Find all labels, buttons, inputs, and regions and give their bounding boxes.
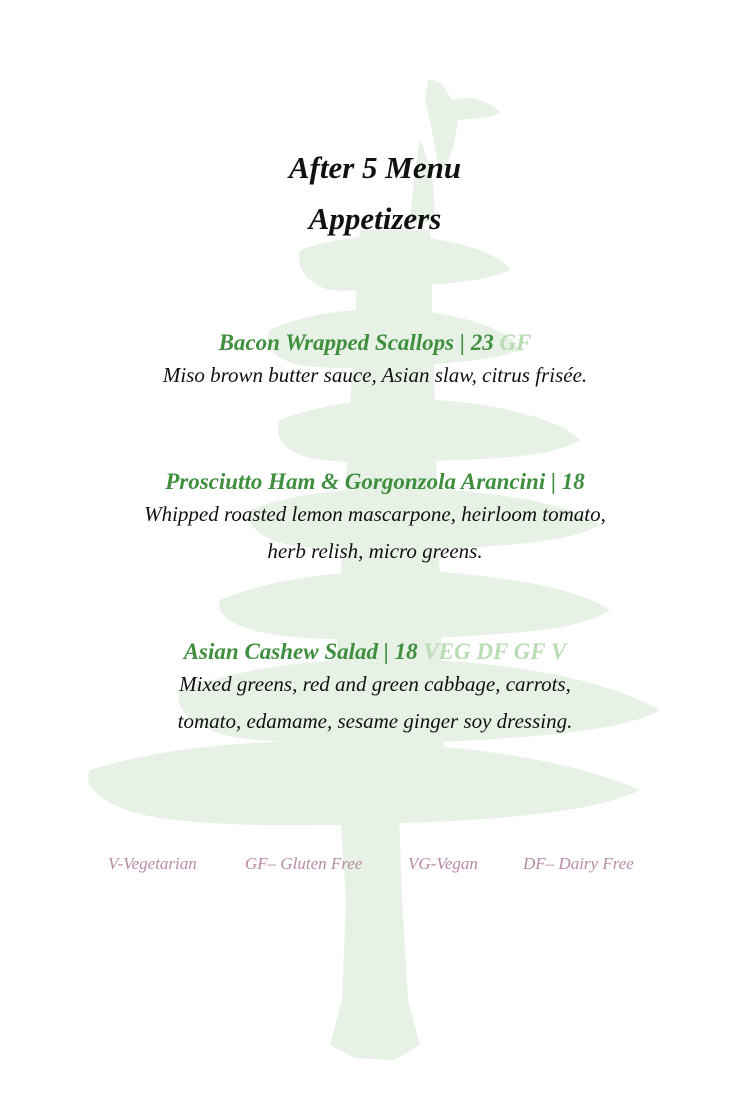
legend-item-vegan: VG-Vegan <box>408 854 478 873</box>
menu-item-description-line: Mixed greens, red and green cabbage, carrots, <box>179 672 571 696</box>
menu-item-name: Bacon Wrapped Scallops | 23 <box>218 330 494 355</box>
legend-item-dairy-free: DF– Dairy Free <box>523 854 634 873</box>
legend-item-vegetarian: V-Vegetarian <box>108 854 197 873</box>
menu-item-description-line: Miso brown butter sauce, Asian slaw, citrus frisée. <box>162 363 588 387</box>
menu-item-tags: VEG DF GF V <box>423 639 567 664</box>
menu-item-title <box>0 638 750 666</box>
menu-item-description <box>0 496 750 570</box>
legend-item-gluten-free: GF– Gluten Free <box>245 854 363 873</box>
menu-item <box>0 329 750 394</box>
menu-item-name: Asian Cashew Salad | 18 <box>183 639 418 664</box>
menu-item <box>0 468 750 570</box>
menu-item <box>0 638 750 740</box>
menu-item-title <box>0 468 750 496</box>
menu-section-title: Appetizers <box>308 201 442 236</box>
menu-item-description-line: herb relish, micro greens. <box>267 539 483 563</box>
menu-item-description-line: tomato, edamame, sesame ginger soy dressing. <box>177 709 573 733</box>
menu-item-title <box>0 329 750 357</box>
dietary-legend <box>0 854 750 878</box>
menu-item-description-line: Whipped roasted lemon mascarpone, heirloom tomato, <box>144 502 606 526</box>
menu-item-description <box>0 357 750 394</box>
menu-title: After 5 Menu <box>288 150 462 185</box>
menu-item-description <box>0 666 750 740</box>
menu-item-tags: GF <box>499 330 532 355</box>
menu-item-name: Prosciutto Ham & Gorgonzola Arancini | 18 <box>165 469 585 494</box>
